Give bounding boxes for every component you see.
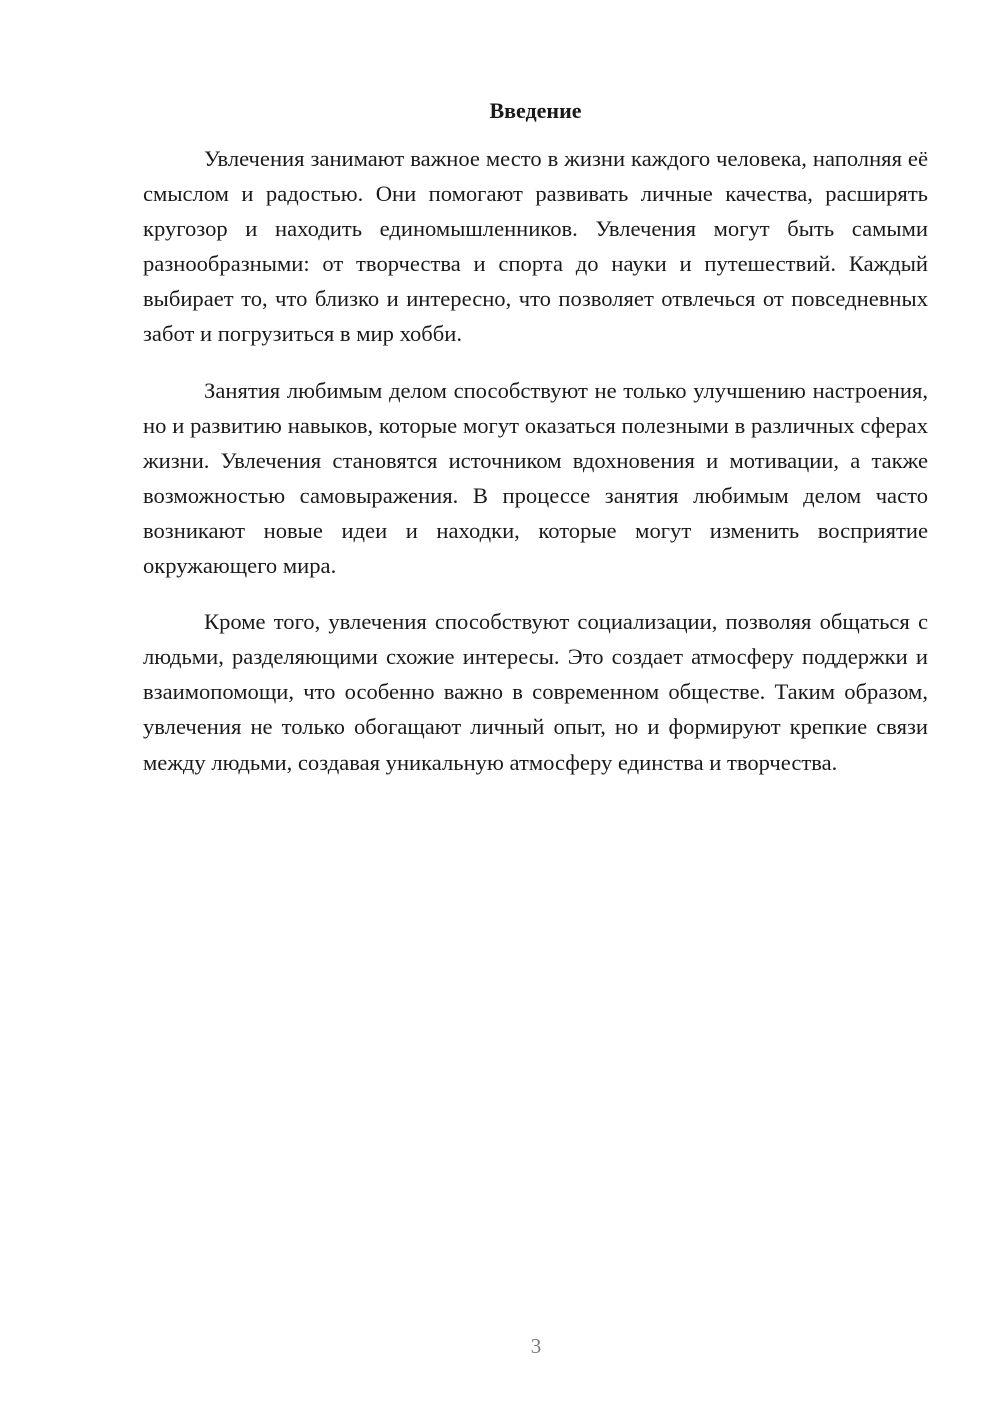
paragraph-3: Кроме того, увлечения способствуют социализации, позволяя общаться с людьми, разделяющими схожие интересы. Это создает атмосферу поддержки и взаимопомощи, что особенно важно в современном обществе. Таким образом, увлечения не только обогащают личный опыт, но и формируют крепкие связи между людьми, создавая уникальную атмосферу единства и творчества. (143, 609, 928, 775)
body-text (143, 141, 928, 780)
section-heading: Введение (489, 98, 582, 123)
page-number: 3 (530, 1334, 542, 1358)
paragraph-1: Увлечения занимают важное место в жизни каждого человека, наполняя её смыслом и радостью. Они помогают развивать личные качества, расширять кругозор и находить единомышленников. Увлечения могут быть самыми разнообразными: от творчества и спорта до науки и путешествий. Каждый выбирает то, что близко и интересно, что позволяет отвлечься от повседневных забот и погрузиться в мир хобби. (143, 146, 928, 347)
paragraph-2: Занятия любимым делом способствуют не только улучшению настроения, но и развитию навыков, которые могут оказаться полезными в различных сферах жизни. Увлечения становятся источником вдохновения и мотивации, а также возможностью самовыражения. В процессе занятия любимым делом часто возникают новые идеи и находки, которые могут изменить восприятие окружающего мира. (143, 377, 928, 579)
